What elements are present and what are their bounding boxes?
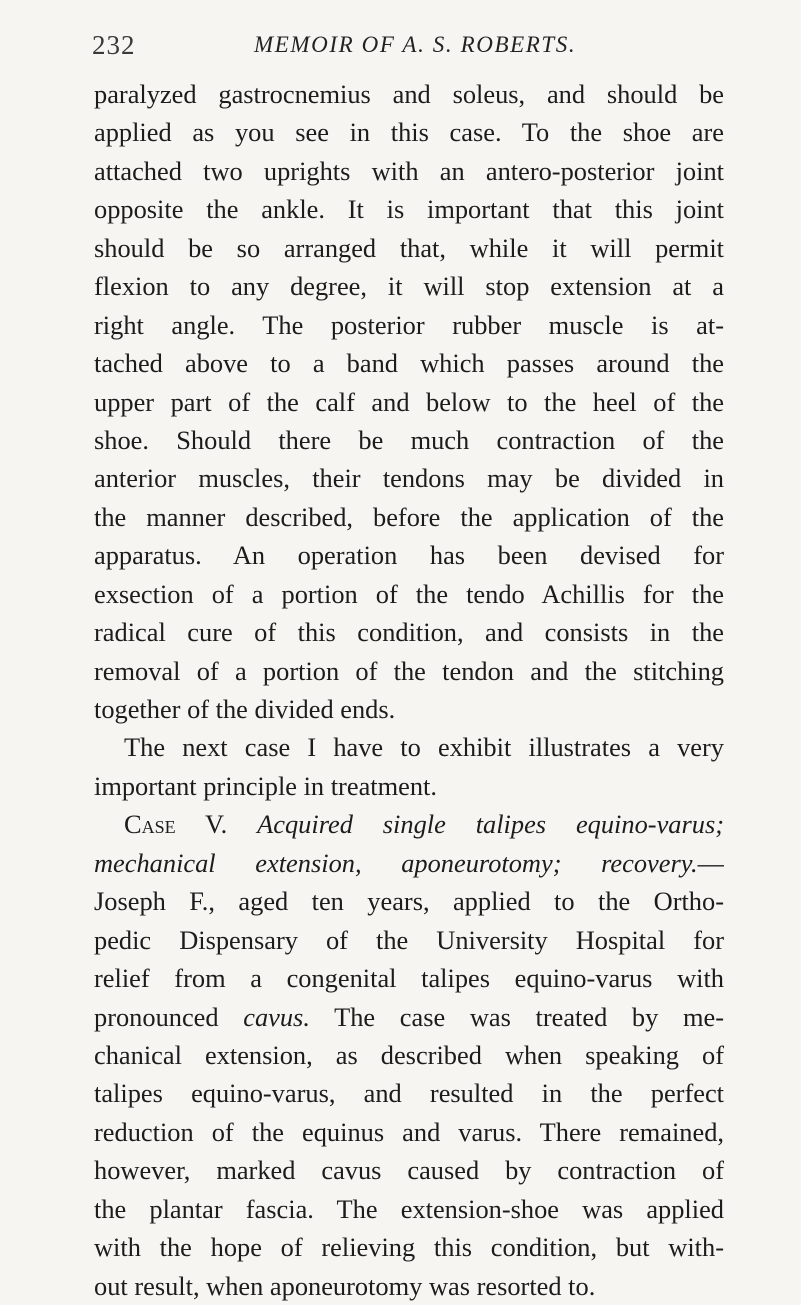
text-line: however, marked cavus caused by contraction of bbox=[94, 1155, 724, 1186]
text-line: the manner described, before the application of the bbox=[94, 501, 724, 532]
em-dash: — bbox=[697, 847, 724, 878]
case-title-part1: Acquired single talipes equino-varus; bbox=[257, 809, 724, 840]
paragraph-end-line: out result, when aponeurotomy was resorted to. bbox=[94, 1270, 596, 1301]
text-line: opposite the ankle. It is important that this joint bbox=[94, 194, 724, 225]
cavus-line bbox=[94, 998, 724, 1036]
text-line: removal of a portion of the tendon and the stitching bbox=[94, 655, 724, 686]
text-line: exsection of a portion of the tendo Achillis for the bbox=[94, 578, 724, 609]
text-line: shoe. Should there be much contraction of the bbox=[94, 424, 724, 455]
text-line: Joseph F., aged ten years, applied to the Ortho- bbox=[94, 886, 724, 917]
running-head bbox=[92, 26, 709, 66]
text-line: anterior muscles, their tendons may be divided in bbox=[94, 463, 724, 494]
text-line: relief from a congenital talipes equino-varus with bbox=[94, 963, 724, 994]
text-line: flexion to any degree, it will stop extension at a bbox=[94, 271, 724, 302]
text-line: with the hope of relieving this condition, but with- bbox=[94, 1232, 724, 1263]
text-line: talipes equino-varus, and resulted in the perfect bbox=[94, 1078, 724, 1109]
cavus-before: pronounced bbox=[94, 1001, 219, 1032]
paragraph-end-line: together of the divided ends. bbox=[94, 694, 396, 724]
case-label: Case V. bbox=[124, 809, 228, 840]
text-line: the plantar fascia. The extension-shoe was applied bbox=[94, 1193, 724, 1224]
text-line: tached above to a band which passes around the bbox=[94, 348, 724, 379]
text-line: radical cure of this condition, and consists in the bbox=[94, 617, 724, 648]
text-line: should be so arranged that, while it will permit bbox=[94, 232, 724, 263]
body-text bbox=[94, 75, 724, 1305]
text-line: right angle. The posterior rubber muscle is at- bbox=[94, 309, 724, 340]
cavus-after: The case was treated by me- bbox=[334, 1001, 724, 1032]
text-line: The next case I have to exhibit illustrates a very bbox=[124, 732, 724, 763]
text-line: pedic Dispensary of the University Hospital for bbox=[94, 924, 724, 955]
running-title: MEMOIR OF A. S. ROBERTS. bbox=[254, 32, 577, 57]
case-title-part2: mechanical extension, aponeurotomy; recovery. bbox=[94, 847, 698, 878]
text-line: paralyzed gastrocnemius and soleus, and should be bbox=[94, 79, 724, 109]
text-line: upper part of the calf and below to the heel of the bbox=[94, 386, 724, 417]
case-heading-line bbox=[94, 805, 724, 843]
text-line: apparatus. An operation has been devised for bbox=[94, 540, 724, 571]
case-title-line bbox=[94, 844, 724, 882]
text-line: reduction of the equinus and varus. There remained, bbox=[94, 1116, 724, 1147]
cavus-italic: cavus. bbox=[243, 1001, 310, 1032]
page-number: 232 bbox=[92, 30, 136, 60]
text-line: applied as you see in this case. To the shoe are bbox=[94, 117, 724, 148]
text-line: attached two uprights with an antero-posterior joint bbox=[94, 155, 724, 186]
text-line: chanical extension, as described when speaking of bbox=[94, 1039, 724, 1070]
paragraph-end-line: important principle in treatment. bbox=[94, 770, 437, 801]
